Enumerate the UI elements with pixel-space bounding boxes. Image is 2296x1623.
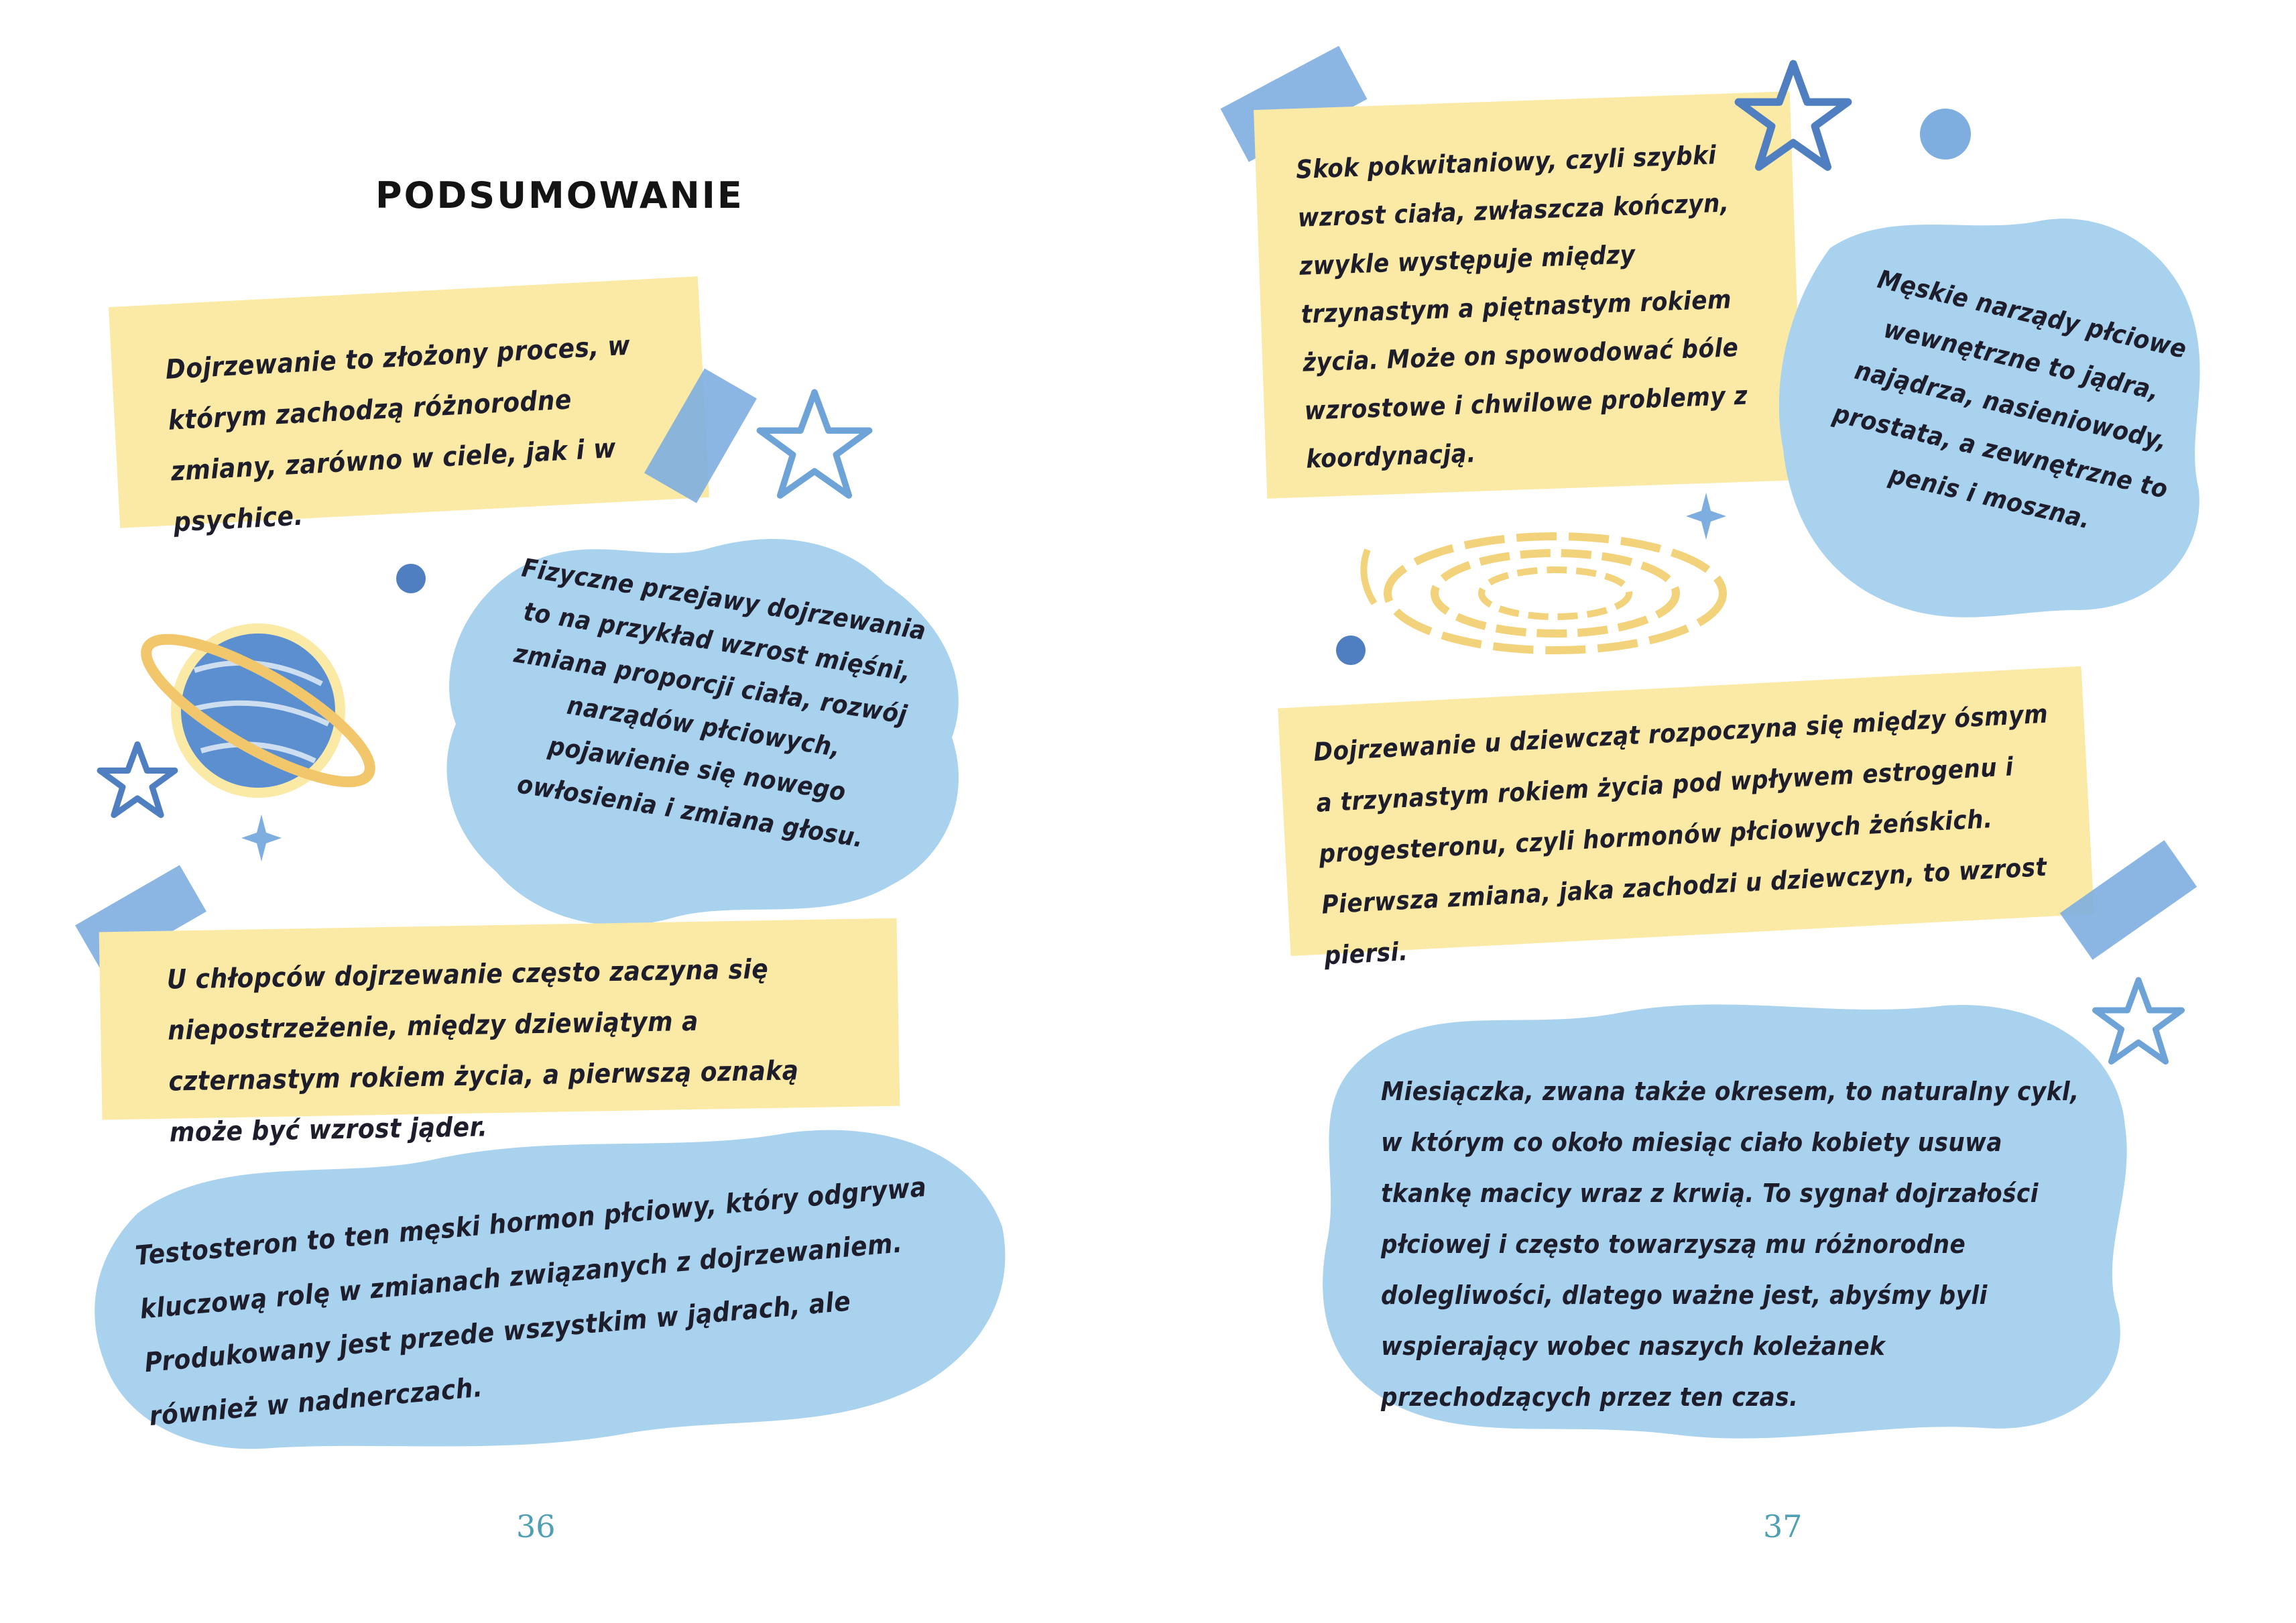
dot-icon xyxy=(1334,634,1368,667)
note-definition-text: Dojrzewanie to złożony proces, w którym zachodzą różnorodne zmiany, zarówno w ciele, jak i w psychice. xyxy=(164,330,631,538)
note-growth-spurt-text: Skok pokwitaniowy, czyli szybki wzrost ciała, zwłaszcza kończyn, zwykle występuje między trzynastym a piętnastym rokiem życia. Może on spowodować bóle wzrostowe i chwilowe problemy z koordynacją. xyxy=(1295,140,1748,474)
note-girls-puberty-text: Dojrzewanie u dziewcząt rozpoczyna się między ósmym a trzynastym rokiem życia pod wpływem estrogenu i progesteronu, czyli hormonów płciowych żeńskich. Pierwsza zmiana, jaka zachodzi u dziewczyn, to wzrost piersi. xyxy=(1313,699,2049,971)
page-number: 37 xyxy=(1763,1508,1803,1545)
note-boys-puberty-text: U chłopców dojrzewanie często zaczyna się niepostrzeżenie, między dziewiątym a czternastym rokiem życia, a pierwszą oznaką może być wzrost jąder. xyxy=(166,953,799,1148)
sparkle-icon xyxy=(238,811,285,865)
spiral-galaxy-icon xyxy=(1354,516,1743,670)
page-title: PODSUMOWANIE xyxy=(375,174,744,217)
star-icon xyxy=(751,382,878,509)
note-definition xyxy=(109,276,709,538)
note-menstruation-text: Miesiączka, zwana także okresem, to naturalny cykl, w którym co około miesiąc ciało kobiety usuwa tkankę macicy wraz z krwią. To sygnał dojrzałości płciowej i często towarzyszą mu różnorodne dolegliwości, dlatego ważne jest, abyśmy byli wspierający wobec naszych koleżanek przechodzących przez ten czas. xyxy=(1381,1077,2079,1412)
note-boys-puberty xyxy=(99,918,900,1148)
page-number: 36 xyxy=(516,1508,556,1545)
note-physical-signs-text: Fizyczne przejawy dojrzewania to na przykład wzrost mięśni, zmiana proporcji ciała, rozwój narządów płciowych, pojawienie się nowego owłosienia i zmiana głosu. xyxy=(511,552,928,853)
note-testosterone-text: Testosteron to ten męski hormon płciowy, który odgrywa kluczową rolę w zmianach związanych z dojrzewaniem. Produkowany jest przede wszystkim w jądrach, ale również w nadnerczach. xyxy=(133,1171,928,1433)
star-icon xyxy=(94,737,181,825)
star-icon xyxy=(1730,54,1857,181)
note-growth-spurt xyxy=(1254,91,1803,499)
dot-icon xyxy=(1919,107,1972,161)
note-girls-puberty xyxy=(1278,666,2094,971)
note-male-organs-text: Męskie narządy płciowe wewnętrzne to jądra, najądrza, nasieniowody, prostata, a zewnętrzne to penis i moszna. xyxy=(1830,264,2190,535)
note-menstruation xyxy=(1381,1066,2092,1423)
